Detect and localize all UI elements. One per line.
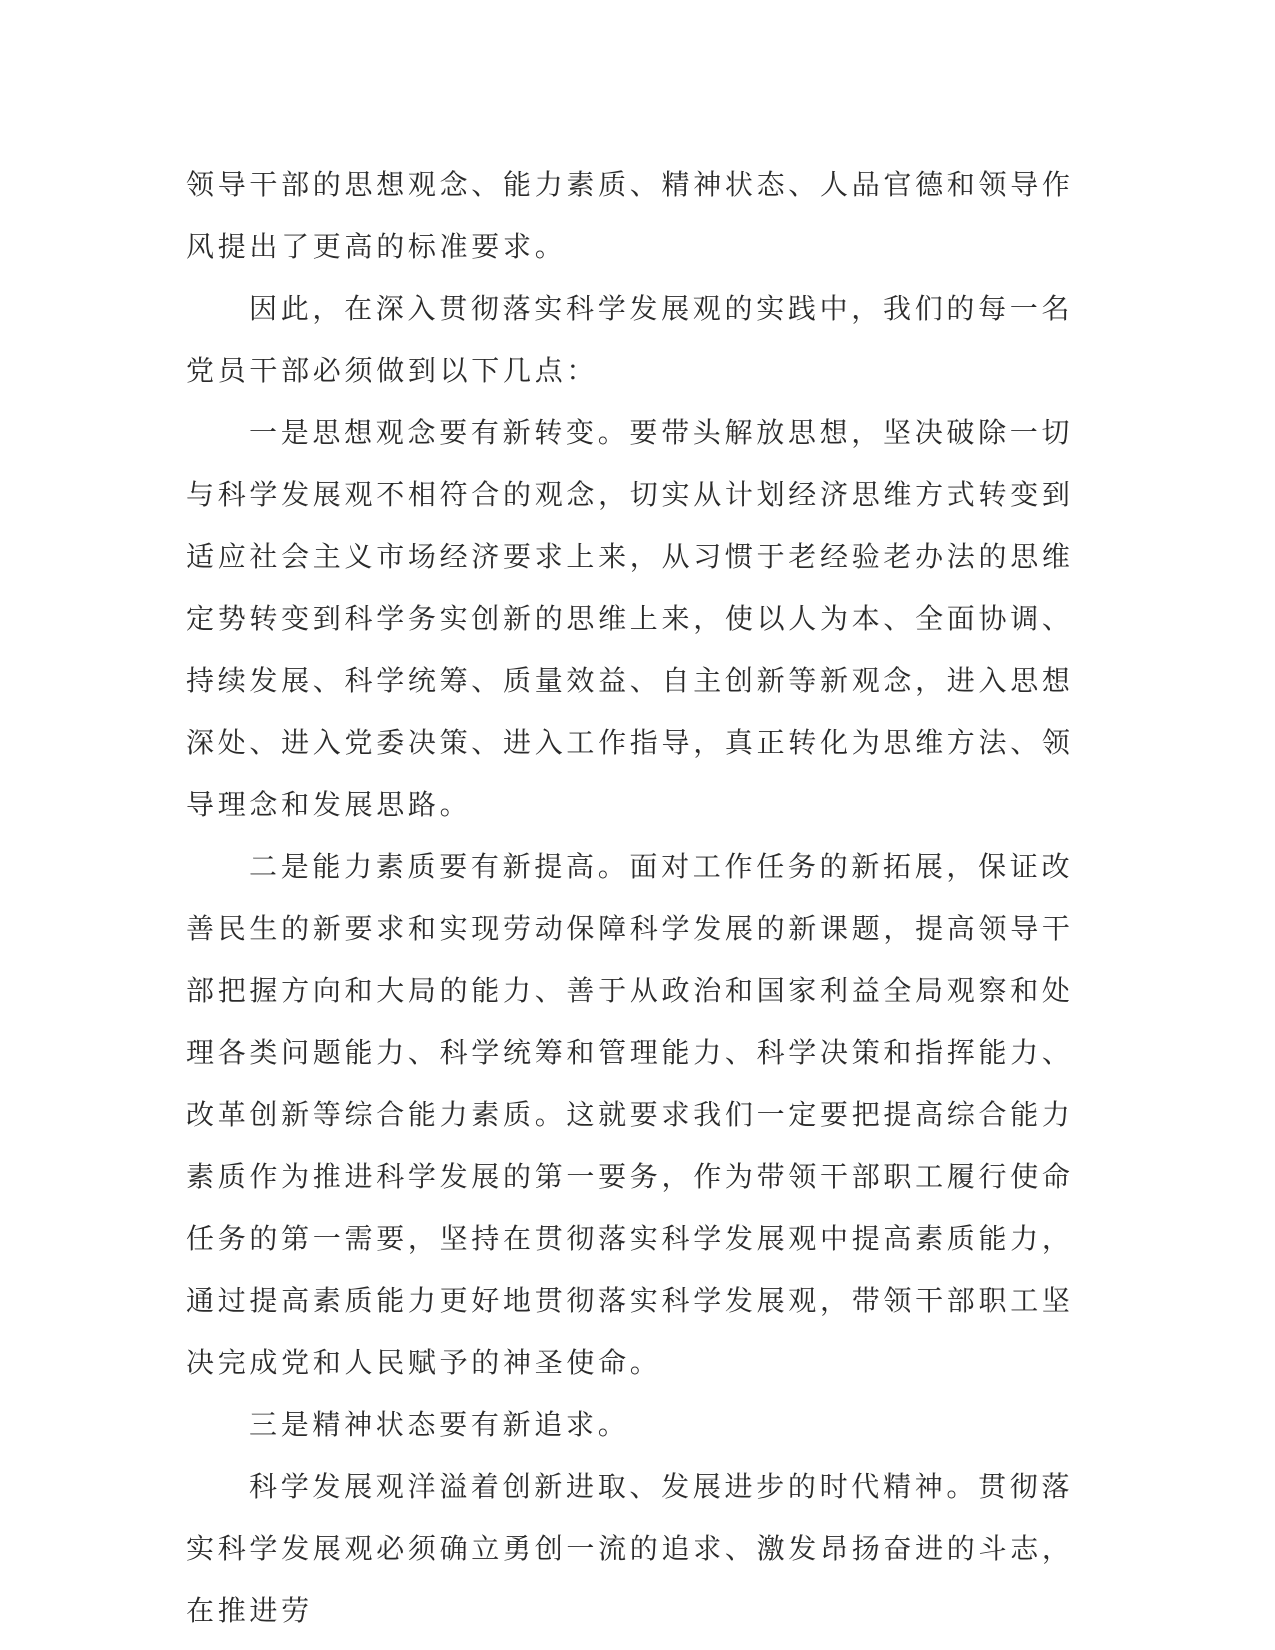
paragraph-2: 因此，在深入贯彻落实科学发展观的实践中，我们的每一名党员干部必须做到以下几点： <box>186 292 1074 387</box>
paragraph-1: 领导干部的思想观念、能力素质、精神状态、人品官德和领导作风提出了更高的标准要求。 <box>186 168 1074 263</box>
paragraph-6: 科学发展观洋溢着创新进取、发展进步的时代精神。贯彻落实科学发展观必须确立勇创一流的追求、激发昂扬奋进的斗志，在推进劳 <box>186 1470 1074 1627</box>
paragraph-4: 二是能力素质要有新提高。面对工作任务的新拓展，保证改善民生的新要求和实现劳动保障科学发展的新课题，提高领导干部把握方向和大局的能力、善于从政治和国家利益全局观察和处理各类问题能力、科学统筹和管理能力、科学决策和指挥能力、改革创新等综合能力素质。这就要求我们一定要把提高综合能力素质作为推进科学发展的第一要务，作为带领干部职工履行使命任务的第一需要，坚持在贯彻落实科学发展观中提高素质能力，通过提高素质能力更好地贯彻落实科学发展观，带领干部职工坚决完成党和人民赋予的神圣使命。 <box>186 850 1074 1379</box>
paragraph-3: 一是思想观念要有新转变。要带头解放思想，坚决破除一切与科学发展观不相符合的观念，切实从计划经济思维方式转变到适应社会主义市场经济要求上来，从习惯于老经验老办法的思维定势转变到科学务实创新的思维上来，使以人为本、全面协调、持续发展、科学统筹、质量效益、自主创新等新观念，进入思想深处、进入党委决策、进入工作指导，真正转化为思维方法、领导理念和发展思路。 <box>186 416 1074 821</box>
document-body <box>186 154 1086 1642</box>
paragraph-5: 三是精神状态要有新追求。 <box>249 1408 630 1441</box>
